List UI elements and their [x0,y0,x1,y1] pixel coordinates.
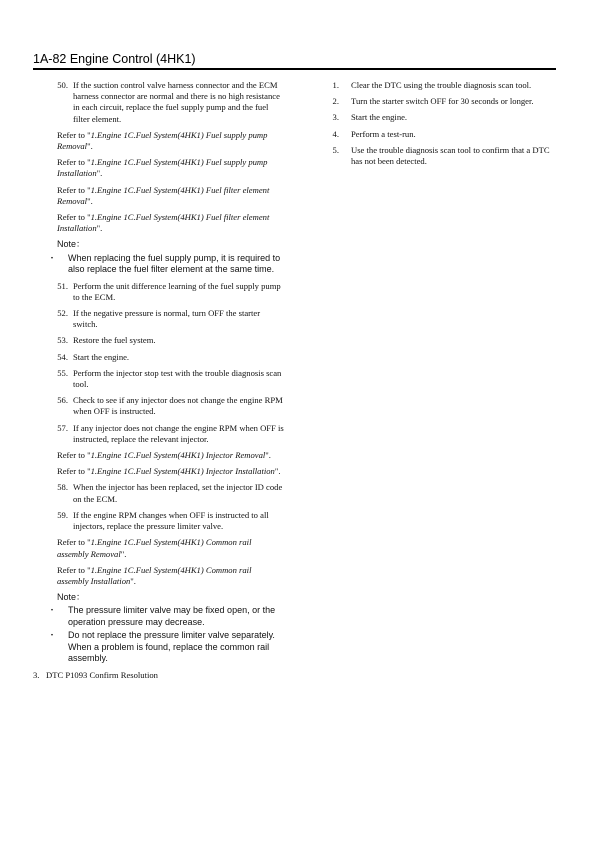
right-column [314,80,559,172]
page-header: 1A-82 Engine Control (4HK1) [33,52,196,66]
ref-link[interactable]: 1.Engine 1C.Fuel System(4HK1) Common rail assembly Installation [57,564,252,586]
ref-link[interactable]: 1.Engine 1C.Fuel System(4HK1) Fuel filter element Removal [57,184,270,206]
confirm-step: 4. Perform a test-run. [332,128,416,139]
step-53: 53. Restore the fuel system. [57,335,156,346]
header-rule [33,68,556,70]
step-57: 57. If any injector does not change the engine RPM when OFF is instructed, replace the relevant injector. [57,422,284,444]
ref-link[interactable]: 1.Engine 1C.Fuel System(4HK1) Injector Installation [90,466,275,477]
section-3-heading: 3. DTC P1093 Confirm Resolution [33,669,158,680]
ref-link[interactable]: 1.Engine 1C.Fuel System(4HK1) Fuel supply pump Removal [57,129,268,152]
ref-link[interactable]: 1.Engine 1C.Fuel System(4HK1) Common rail assembly Removal [57,537,252,559]
confirm-step: 5. Use the trouble diagnosis scan tool to confirm that a DTC has not been detected. [332,144,550,167]
bullet-icon: ・ [47,252,57,263]
ref-link[interactable]: 1.Engine 1C.Fuel System(4HK1) Injector Removal [90,450,266,461]
bullet-icon: ・ [47,630,57,641]
ref-fuel-supply-pump-removal: Refer to "1.Engine 1C.Fuel System(4HK1) Fuel supply pump Removal". [57,129,268,152]
ref-link[interactable]: 1.Engine 1C.Fuel System(4HK1) Fuel filter element Installation [57,212,270,234]
left-column [33,80,285,681]
note-1 [33,239,285,275]
note-bullet: ・ When replacing the fuel supply pump, it is required to also replace the fuel filter element at the same time. [33,253,285,276]
step-58: 58. When the injector has been replaced, set the injector ID code on the ECM. [57,482,283,504]
step-51: 51. Perform the unit difference learning of the fuel supply pump to the ECM. [57,280,281,302]
step-52: 52. If the negative pressure is normal, turn OFF the starter switch. [57,308,261,330]
confirm-step: 3. Start the engine. [332,112,408,123]
note-bullet: ・ Do not replace the pressure limiter valve separately. When a problem is found, replace the common rail assembly. [33,630,285,665]
step-55: 55. Perform the injector stop test with the trouble diagnosis scan tool. [57,367,282,390]
step-56: 56. Check to see if any injector does not change the engine RPM when OFF is instructed. [57,395,283,417]
ref-link[interactable]: 1.Engine 1C.Fuel System(4HK1) Fuel supply pump Installation [57,157,268,179]
ref-fuel-filter-installation: Refer to "1.Engine 1C.Fuel System(4HK1) Fuel filter element Installation". [57,212,270,234]
ref-fuel-supply-pump-installation: Refer to "1.Engine 1C.Fuel System(4HK1) Fuel supply pump Installation". [57,157,268,179]
note-bullet: ・ The pressure limiter valve may be fixed open, or the operation pressure may decrease. [33,605,285,628]
note-label: Note： [57,592,86,603]
ref-fuel-filter-removal: Refer to "1.Engine 1C.Fuel System(4HK1) Fuel filter element Removal". [57,184,270,206]
note-label: Note： [57,239,86,250]
ref-injector-removal: Refer to "1.Engine 1C.Fuel System(4HK1) Injector Removal". [57,450,271,461]
confirm-step: 2. Turn the starter switch OFF for 30 seconds or longer. [332,96,534,107]
note-2 [33,592,285,665]
confirm-step: 1. Clear the DTC using the trouble diagnosis scan tool. [332,80,532,90]
bullet-icon: ・ [47,605,57,616]
step-50: 50. If the suction control valve harness connector and the ECM harness connector are normal and there is no high resistance in each circuit, replace the fuel supply pump and the fuel filter element. [57,80,280,124]
ref-common-rail-installation: Refer to "1.Engine 1C.Fuel System(4HK1) Common rail assembly Installation". [57,564,252,586]
ref-injector-installation: Refer to "1.Engine 1C.Fuel System(4HK1) Injector Installation". [57,466,281,477]
step-54: 54. Start the engine. [57,351,130,362]
step-59: 59. If the engine RPM changes when OFF is instructed to all injectors, replace the pressure limiter valve. [57,509,269,532]
ref-common-rail-removal: Refer to "1.Engine 1C.Fuel System(4HK1) Common rail assembly Removal". [57,537,252,559]
